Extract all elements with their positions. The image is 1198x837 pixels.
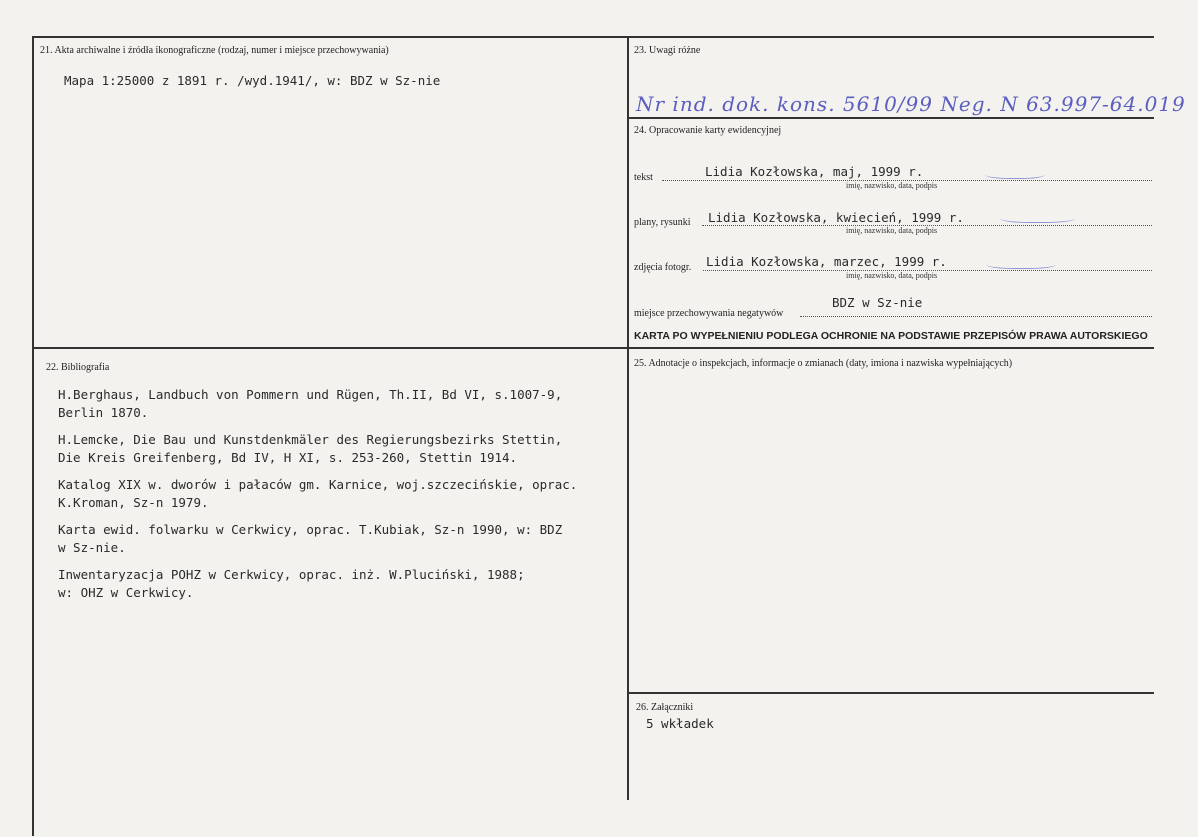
top-border [32,36,1154,38]
negatives-line [800,316,1152,317]
drawings-row-caption: imię, nazwisko, data, podpis [846,226,938,235]
copyright-notice: KARTA PO WYPEŁNIENIU PODLEGA OCHRONIE NA PODSTAWIE PRZEPISÓW PRAWA AUTORSKIEGO [634,330,1148,342]
section26-top-line [627,692,1154,694]
photos-row-value: Lidia Kozłowska, marzec, 1999 r. [706,254,947,269]
signature-mark [985,168,1045,179]
signature-mark [1000,212,1075,223]
signature-mark [986,258,1056,269]
section23-bottom-line [627,117,1154,119]
text-row-caption: imię, nazwisko, data, podpis [846,181,938,190]
left-border [32,36,34,836]
section26-label: 26. Załączniki [636,702,694,713]
drawings-row-label: plany, rysunki [634,217,691,228]
photos-row-caption: imię, nazwisko, data, podpis [846,271,938,280]
text-row-value: Lidia Kozłowska, maj, 1999 r. [705,164,924,179]
bibliography-entry: Katalog XIX w. dworów i pałaców gm. Karnice, woj.szczecińskie, oprac. K.Kroman, Sz-n 1979. [58,477,578,510]
section22-label: 22. Bibliografia [46,362,110,373]
bibliography-list [58,386,628,611]
bibliography-entry: Inwentaryzacja POHZ w Cerkwicy, oprac. inż. W.Pluciński, 1988; w: OHZ w Cerkwicy. [58,567,525,600]
text-row-label: tekst [634,172,653,183]
section21-label: 21. Akta archiwalne i źródła ikonograficzne (rodzaj, numer i miejsce przechowywania) [40,45,389,56]
bibliography-entry: Karta ewid. folwarku w Cerkwicy, oprac. T.Kubiak, Sz-n 1990, w: BDZ w Sz-nie. [58,522,563,555]
negatives-value: BDZ w Sz-nie [832,295,923,310]
section23-label: 23. Uwagi różne [634,45,701,56]
photos-row-label: zdjęcia fotogr. [634,262,692,273]
section23-handwritten-note: Nr ind. dok. kons. 5610/99 Neg. N 63.997-64.019 [636,92,1186,116]
middle-divider [32,347,1154,349]
bibliography-entry: H.Berghaus, Landbuch von Pommern und Rügen, Th.II, Bd VI, s.1007-9, Berlin 1870. [58,387,563,420]
negatives-label: miejsce przechowywania negatywów [634,308,784,319]
section21-text: Mapa 1:25000 z 1891 r. /wyd.1941/, w: BDZ w Sz-nie [64,73,441,88]
section24-label: 24. Opracowanie karty ewidencyjnej [634,125,782,136]
section26-text: 5 wkładek [646,716,714,731]
bibliography-entry: H.Lemcke, Die Bau und Kunstdenkmäler des Regierungsbezirks Stettin, Die Kreis Greifenberg, Bd IV, H XI, s. 253-260, Stettin 1914. [58,432,563,465]
section25-label: 25. Adnotacje o inspekcjach, informacje o zmianach (daty, imiona i nazwiska wypełniających) [634,358,1013,369]
drawings-row-value: Lidia Kozłowska, kwiecień, 1999 r. [708,210,964,225]
